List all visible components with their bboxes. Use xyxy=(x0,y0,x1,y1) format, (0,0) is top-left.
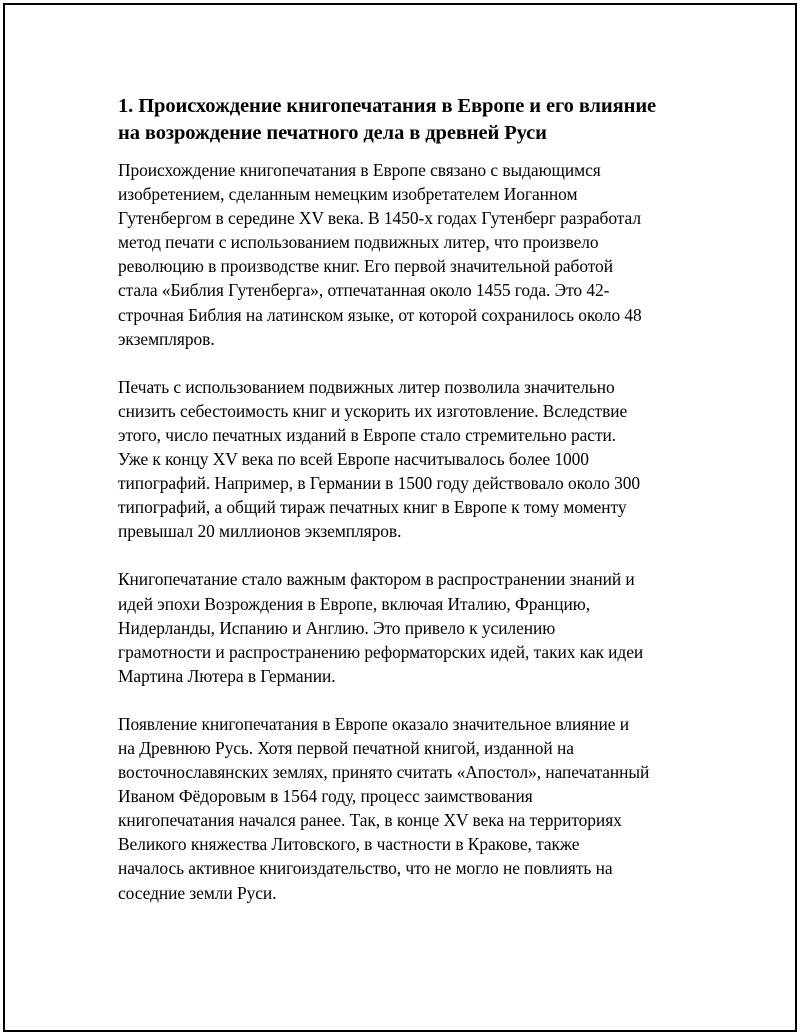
text-line: стала «Библия Гутенберга», отпечатанная около 1455 года. Это 42- xyxy=(118,280,610,301)
text-line: превышал 20 миллионов экземпляров. xyxy=(118,521,402,542)
paragraph-gutenberg xyxy=(118,158,698,351)
text-line: Великого княжества Литовского, в частности в Кракове, также xyxy=(118,834,580,855)
text-line: соседние земли Руси. xyxy=(118,882,277,903)
text-line: строчная Библия на латинском языке, от которой сохранилось около 48 xyxy=(118,304,642,325)
text-line: революцию в производстве книг. Его первой значительной работой xyxy=(118,256,613,277)
section-heading xyxy=(118,93,698,147)
text-line: Происхождение книгопечатания в Европе связано с выдающимся xyxy=(118,160,601,180)
document-body xyxy=(118,93,698,929)
paragraph-list xyxy=(118,158,698,905)
text-line: типографий, а общий тираж печатных книг в Европе к тому моменту xyxy=(118,497,627,518)
text-line: Печать с использованием подвижных литер позволила значительно xyxy=(118,376,615,397)
text-line: Мартина Лютера в Германии. xyxy=(118,665,336,686)
text-line: идей эпохи Возрождения в Европе, включая Италию, Францию, xyxy=(118,593,591,614)
text-line: грамотности и распространению реформаторских идей, таких как идеи xyxy=(118,641,644,662)
text-line: восточнославянских землях, принято считать «Апостол», напечатанный xyxy=(118,762,650,783)
text-line: Появление книгопечатания в Европе оказало значительное влияние и xyxy=(118,713,629,734)
text-line: Нидерланды, Испанию и Англию. Это привело к усилению xyxy=(118,617,556,638)
text-line: Гутенбергом в середине XV века. В 1450-х годах Гутенберг разработал xyxy=(118,208,641,229)
text-line: на Древнюю Русь. Хотя первой печатной книгой, изданной на xyxy=(118,737,574,758)
text-line: снизить себестоимость книг и ускорить их изготовление. Вследствие xyxy=(118,400,628,421)
text-line: Иваном Фёдоровым в 1564 году, процесс заимствования xyxy=(118,786,533,807)
paragraph-ancient-rus xyxy=(118,712,698,905)
text-line: началось активное книгоиздательство, что не могло не повлиять на xyxy=(118,858,613,879)
heading-line: на возрождение печатного дела в древней Руси xyxy=(118,122,547,144)
text-line: экземпляров. xyxy=(118,328,215,349)
paragraph-printing-spread xyxy=(118,375,698,544)
text-line: типографий. Например, в Германии в 1500 году действовало около 300 xyxy=(118,473,641,494)
text-line: Уже к концу XV века по всей Европе насчитывалось более 1000 xyxy=(118,449,589,470)
paragraph-renaissance xyxy=(118,567,698,687)
text-line: изобретением, сделанным немецким изобретателем Иоганном xyxy=(118,184,578,205)
text-line: этого, число печатных изданий в Европе стало стремительно расти. xyxy=(118,424,617,445)
text-line: Книгопечатание стало важным фактором в распространении знаний и xyxy=(118,569,635,590)
heading-line: 1. Происхождение книгопечатания в Европе и его влияние xyxy=(118,95,657,117)
text-line: книгопечатания начался ранее. Так, в конце XV века на территориях xyxy=(118,810,622,831)
text-line: метод печати с использованием подвижных литер, что произвело xyxy=(118,232,599,253)
